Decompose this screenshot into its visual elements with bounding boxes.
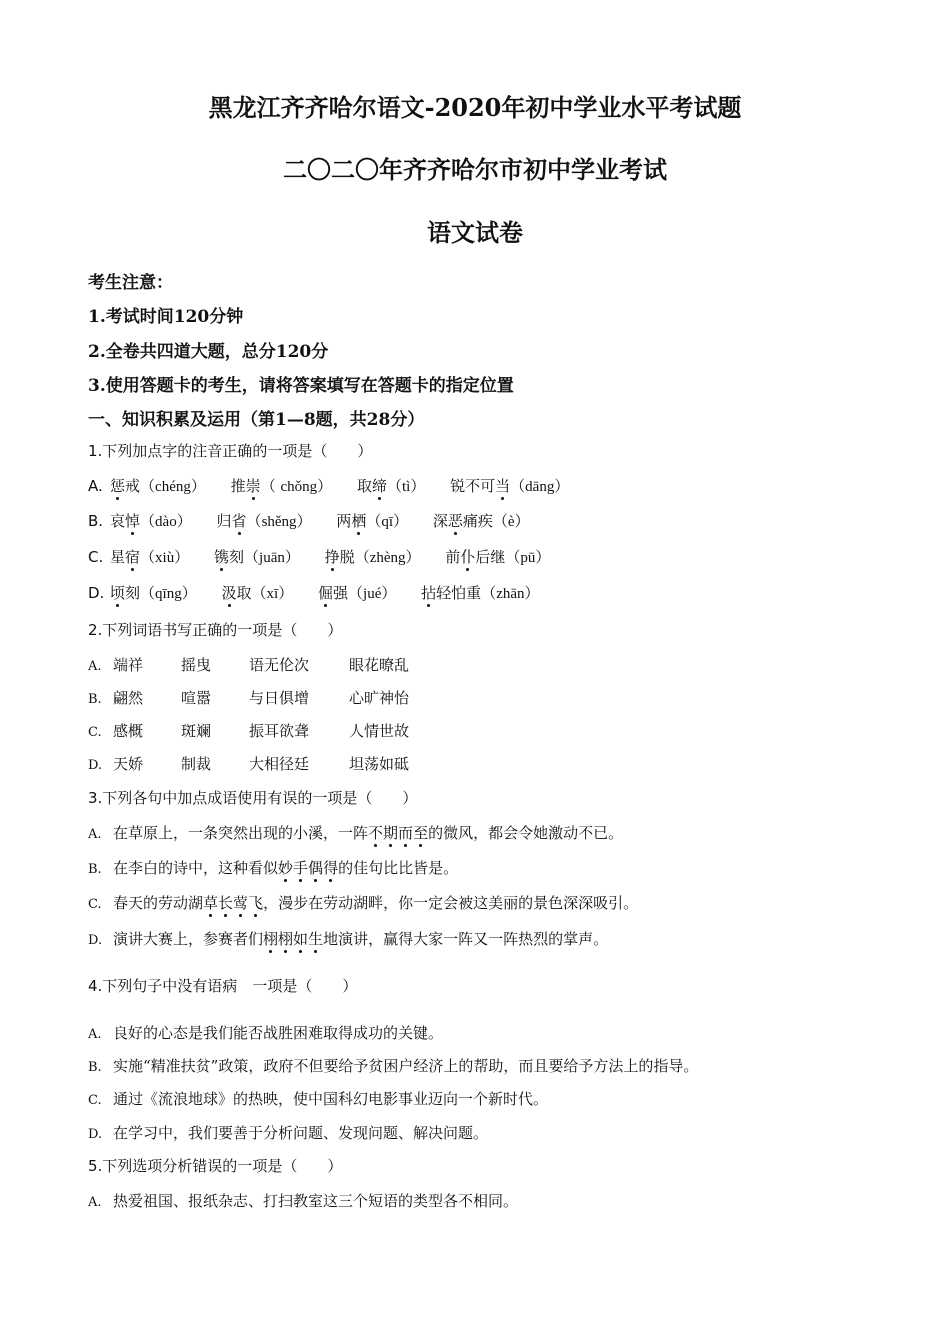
dotted-char: 悼 — [125, 512, 141, 530]
dotted-char: 偶 — [308, 859, 324, 877]
dotted-char: 恶 — [447, 512, 463, 530]
option-text: 戒（ — [125, 477, 156, 495]
dotted-char: 草 — [203, 894, 219, 912]
option-text: 深 — [432, 512, 448, 530]
option-text: ） — [524, 584, 540, 602]
document-title: 黑龙江齐齐哈尔语文-2020年初中学业水平考试题 — [208, 93, 742, 122]
option-text: 归 — [216, 512, 232, 530]
dotted-char: 飞 — [248, 894, 264, 912]
notice-item: 2.全卷共四道大题，总分120分 — [88, 342, 329, 362]
option-word: 斑斓 — [181, 722, 212, 740]
option-text: ） — [317, 477, 333, 495]
dotted-char: 顷 — [110, 584, 126, 602]
pinyin: dāng — [525, 479, 555, 495]
option-text: ，漫步在劳动湖畔，你一定会被这美丽的景色深深吸引。 — [263, 894, 639, 912]
question-1-option-d — [88, 582, 540, 603]
pinyin: tì — [401, 479, 411, 495]
question-1-option-c — [88, 546, 550, 567]
question-3-stem: 3.下列各句中加点成语使用有误的一项是（ ） — [88, 789, 418, 807]
option-text: 的微风，都会令她激动不已。 — [428, 824, 624, 842]
option-word: 坦荡如砥 — [349, 755, 410, 773]
option-letter: A. — [88, 1027, 102, 1042]
option-text: ） — [535, 548, 551, 566]
dotted-char: 镌 — [214, 548, 230, 566]
option-text: 取（ — [236, 584, 267, 602]
question-4-option-d — [88, 1122, 488, 1143]
dotted-char: 拈 — [421, 584, 437, 602]
option-word: 翩然 — [113, 689, 144, 707]
option-word: 心旷神怡 — [349, 689, 410, 707]
option-text: （ — [140, 548, 156, 566]
dotted-char: 手 — [293, 859, 309, 877]
option-word: 制裁 — [181, 755, 212, 773]
option-word: 摇曳 — [181, 656, 212, 674]
option-text: ） — [405, 548, 421, 566]
option-word: 振耳欲聋 — [249, 722, 310, 740]
option-word: 眼花暸乱 — [349, 656, 410, 674]
notice-heading: 考生注意： — [88, 273, 173, 293]
option-word: 感概 — [113, 722, 144, 740]
option-text: 星 — [110, 548, 126, 566]
pinyin: dào — [155, 514, 177, 530]
dotted-char: 省 — [231, 512, 247, 530]
dotted-char: 生 — [308, 930, 324, 948]
pinyin: pū — [520, 550, 536, 566]
option-letter: C. — [88, 548, 104, 566]
option-word: 喧嚣 — [181, 689, 212, 707]
dotted-char: 惩 — [110, 477, 126, 495]
pinyin: qī — [381, 514, 394, 530]
option-text: ） — [190, 477, 206, 495]
question-4-option-c — [88, 1088, 548, 1109]
option-text: ） — [174, 548, 190, 566]
option-word: 语无伦次 — [249, 656, 310, 674]
option-text: （ — [386, 477, 402, 495]
option-text: 在草原上，一条突然出现的小溪，一阵 — [113, 824, 369, 842]
option-text: 轻怕重（ — [436, 584, 497, 602]
question-2-option-c — [88, 720, 409, 741]
option-letter: A. — [88, 1195, 102, 1210]
question-2-option-d — [88, 753, 409, 774]
question-1-option-b — [88, 510, 530, 531]
option-letter: A. — [88, 827, 102, 842]
question-1-option-a — [88, 475, 569, 496]
option-text: 后继（ — [475, 548, 521, 566]
pinyin: xī — [266, 586, 279, 602]
option-letter: C. — [88, 897, 102, 912]
option-text: （ — [260, 477, 281, 495]
option-text: （ — [510, 477, 526, 495]
option-text: 强（ — [333, 584, 364, 602]
option-text: （ — [140, 512, 156, 530]
dotted-char: 汲 — [221, 584, 237, 602]
question-2-stem: 2.下列词语书写正确的一项是（ ） — [88, 621, 343, 639]
option-letter: D. — [88, 933, 103, 948]
pinyin: xiù — [155, 550, 175, 566]
option-text: 刻（ — [229, 548, 260, 566]
option-letter: D. — [88, 584, 105, 602]
dotted-char: 挣 — [324, 548, 340, 566]
dotted-char: 如 — [293, 930, 309, 948]
pinyin: è — [507, 514, 515, 530]
option-text: 春天的劳动湖 — [113, 894, 204, 912]
option-text: ） — [176, 512, 192, 530]
option-text: 的佳句比比皆是。 — [338, 859, 459, 877]
option-text: （ — [246, 512, 262, 530]
option-text: 推 — [230, 477, 246, 495]
option-text: ） — [514, 512, 530, 530]
question-3-option-b — [88, 857, 458, 878]
question-4-option-a — [88, 1022, 443, 1043]
option-text: 地演讲，赢得大家一阵又一阵热烈的掌声。 — [323, 930, 609, 948]
dotted-char: 莺 — [233, 894, 249, 912]
option-text: ） — [296, 512, 312, 530]
dotted-char: 至 — [413, 824, 429, 842]
option-letter: A. — [88, 659, 102, 674]
option-text: 两 — [336, 512, 352, 530]
question-4-stem: 4.下列句子中没有语病 一项是（ ） — [88, 977, 358, 995]
dotted-char: 当 — [495, 477, 511, 495]
option-text: 热爱祖国、报纸杂志、打扫教室这三个短语的类型各不相同。 — [113, 1192, 519, 1210]
pinyin: juān — [259, 550, 285, 566]
question-5-option-a — [88, 1190, 518, 1211]
pinyin: qīng — [155, 586, 182, 602]
dotted-char: 缔 — [371, 477, 387, 495]
question-2-option-b — [88, 687, 409, 708]
paper-name: 语文试卷 — [427, 218, 523, 247]
dotted-char: 倔 — [318, 584, 334, 602]
option-text: 演讲大赛上，参赛者们 — [113, 930, 264, 948]
dotted-char: 得 — [323, 859, 339, 877]
pinyin: zhèng — [369, 550, 406, 566]
option-text: 实施“精准扶贫”政策，政府不但要给予贫困户经济上的帮助，而且要给予方法上的指导。 — [113, 1057, 699, 1075]
dotted-char: 长 — [218, 894, 234, 912]
dotted-char: 仆 — [460, 548, 476, 566]
question-3-option-c — [88, 892, 638, 913]
question-3-option-a — [88, 822, 623, 843]
option-letter: B. — [88, 512, 104, 530]
option-word: 人情世故 — [349, 722, 410, 740]
option-letter: A. — [88, 477, 103, 495]
option-text: ） — [554, 477, 570, 495]
option-letter: D. — [88, 758, 103, 773]
question-1-stem: 1.下列加点字的注音正确的一项是（ ） — [88, 442, 373, 460]
question-3-option-d — [88, 928, 608, 949]
pinyin: zhān — [496, 586, 525, 602]
option-word: 天娇 — [113, 755, 144, 773]
dotted-char: 宿 — [125, 548, 141, 566]
option-letter: B. — [88, 1060, 102, 1075]
question-4-option-b — [88, 1055, 698, 1076]
option-text: ） — [393, 512, 409, 530]
notice-item: 3.使用答题卡的考生，请将答案填写在答题卡的指定位置 — [88, 376, 514, 396]
pinyin: chǒng — [280, 479, 318, 495]
dotted-char: 栩 — [278, 930, 294, 948]
option-text: ） — [410, 477, 426, 495]
option-text: 痛疾（ — [462, 512, 508, 530]
question-2-option-a — [88, 654, 409, 675]
option-text: ） — [181, 584, 197, 602]
dotted-char: 而 — [398, 824, 414, 842]
option-letter: C. — [88, 1093, 102, 1108]
option-text: 锐不可 — [450, 477, 496, 495]
section-heading: 一、知识积累及运用（第1—8题，共28分） — [88, 410, 425, 430]
option-text: 前 — [445, 548, 461, 566]
option-letter: B. — [88, 862, 102, 877]
dotted-char: 崇 — [245, 477, 261, 495]
option-text: ） — [381, 584, 397, 602]
option-letter: C. — [88, 725, 102, 740]
option-word: 端祥 — [113, 656, 144, 674]
pinyin: chéng — [155, 479, 191, 495]
dotted-char: 栖 — [351, 512, 367, 530]
question-5-stem: 5.下列选项分析错误的一项是（ ） — [88, 1157, 343, 1175]
exam-name: 二〇二〇年齐齐哈尔市初中学业考试 — [283, 155, 667, 184]
option-text: （ — [366, 512, 382, 530]
option-word: 大相径廷 — [249, 755, 310, 773]
dotted-char: 期 — [383, 824, 399, 842]
option-text: 哀 — [110, 512, 126, 530]
pinyin: jué — [363, 586, 382, 602]
option-text: 脱（ — [339, 548, 370, 566]
option-text: 取 — [356, 477, 372, 495]
option-text: 通过《流浪地球》的热映，使中国科幻电影事业迈向一个新时代。 — [113, 1090, 549, 1108]
option-letter: D. — [88, 1127, 103, 1142]
option-text: 良好的心态是我们能否战胜困难取得成功的关键。 — [113, 1024, 444, 1042]
option-text: 刻（ — [125, 584, 156, 602]
option-text: ） — [278, 584, 294, 602]
pinyin: shěng — [261, 514, 297, 530]
option-text: 在李白的诗中，这种看似 — [113, 859, 279, 877]
option-letter: B. — [88, 692, 102, 707]
dotted-char: 不 — [368, 824, 384, 842]
notice-item: 1.考试时间120分钟 — [88, 307, 244, 327]
dotted-char: 栩 — [263, 930, 279, 948]
option-text: ） — [284, 548, 300, 566]
option-word: 与日俱增 — [249, 689, 310, 707]
option-text: 在学习中，我们要善于分析问题、发现问题、解决问题。 — [113, 1124, 489, 1142]
dotted-char: 妙 — [278, 859, 294, 877]
